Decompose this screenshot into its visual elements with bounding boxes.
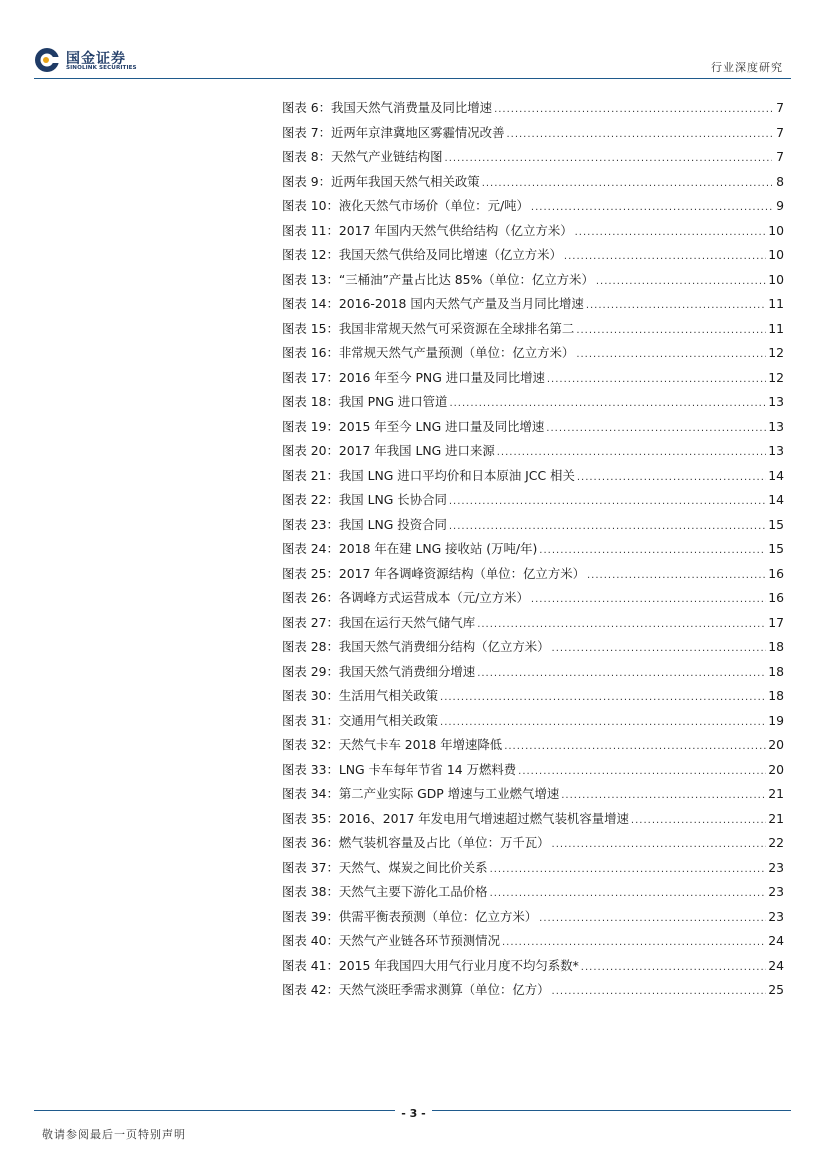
toc-entry-label: 图表 7：近两年京津冀地区雾霾情况改善 [282, 124, 505, 140]
toc-dot-leader [449, 490, 766, 515]
toc-entry[interactable] [282, 243, 784, 268]
toc-entry[interactable] [282, 390, 784, 415]
toc-entry[interactable] [282, 954, 784, 979]
toc-entry[interactable] [282, 758, 784, 783]
toc-entry[interactable] [282, 831, 784, 856]
toc-entry-page: 22 [768, 835, 784, 850]
toc-entry[interactable] [282, 880, 784, 905]
toc-dot-leader [497, 441, 766, 466]
toc-entry-label: 图表 24：2018 年在建 LNG 接收站 (万吨/年) [282, 541, 538, 556]
toc-dot-leader [586, 294, 766, 319]
toc-entry-page: 7 [776, 100, 784, 115]
toc-entry[interactable] [282, 341, 784, 366]
toc-entry-label: 图表 6：我国天然气消费量及同比增速 [282, 100, 493, 115]
toc-entry[interactable] [282, 268, 784, 293]
toc-entry-label: 图表 28：我国天然气消费细分结构（亿立方米） [282, 639, 550, 654]
toc-entry-label: 图表 31：交通用气相关政策 [282, 712, 439, 728]
page-number-text: - 3 - [395, 1107, 431, 1120]
toc-dot-leader [576, 343, 766, 368]
toc-entry-page: 10 [768, 247, 784, 262]
toc-dot-leader [445, 147, 772, 172]
toc-entry-page: 20 [768, 737, 784, 752]
toc-entry-label: 图表 37：天然气、煤炭之间比价关系 [282, 859, 488, 875]
toc-dot-leader [561, 784, 766, 809]
toc-entry-page: 13 [768, 443, 784, 458]
toc-dot-leader [449, 392, 766, 417]
toc-dot-leader [552, 637, 767, 662]
toc-entry-page: 11 [768, 320, 784, 336]
logo-en-text: SINOLINK SECURITIES [66, 65, 137, 71]
toc-dot-leader [494, 98, 772, 123]
toc-entry-label: 图表 23：我国 LNG 投资合同 [282, 516, 447, 532]
toc-dot-leader [482, 172, 772, 197]
toc-entry[interactable] [282, 562, 784, 587]
toc-entry-page: 13 [768, 418, 784, 434]
toc-dot-leader [440, 686, 766, 711]
toc-dot-leader [539, 907, 766, 932]
toc-entry-page: 24 [768, 957, 784, 973]
toc-entry-label: 图表 32：天然气卡车 2018 年增速降低 [282, 737, 503, 752]
toc-entry-label: 图表 29：我国天然气消费细分增速 [282, 663, 476, 679]
toc-dot-leader [596, 270, 766, 295]
report-type: 行业深度研究 [711, 61, 783, 74]
toc-dot-leader [576, 319, 766, 344]
toc-entry-page: 10 [768, 222, 784, 238]
toc-entry-page: 25 [768, 982, 784, 997]
toc-entry[interactable] [282, 660, 784, 685]
toc-entry[interactable] [282, 96, 784, 121]
toc-entry-label: 图表 18：我国 PNG 进口管道 [282, 394, 448, 409]
toc-dot-leader [449, 515, 766, 540]
toc-entry-label: 图表 14：2016-2018 国内天然气产量及当月同比增速 [282, 296, 584, 311]
toc-entry-label: 图表 19：2015 年至今 LNG 进口量及同比增速 [282, 418, 545, 434]
toc-entry-page: 14 [768, 467, 784, 483]
figure-table-of-contents [282, 96, 784, 1003]
disclaimer: 敬请参阅最后一页特别声明 [42, 1128, 186, 1141]
toc-entry[interactable] [282, 733, 784, 758]
toc-entry-label: 图表 41：2015 年我国四大用气行业月度不均匀系数* [282, 957, 579, 973]
toc-dot-leader [531, 196, 772, 221]
toc-dot-leader [575, 221, 767, 246]
toc-dot-leader [552, 833, 767, 858]
toc-entry[interactable] [282, 317, 784, 342]
toc-entry-page: 15 [768, 516, 784, 532]
toc-entry[interactable] [282, 856, 784, 881]
company-logo [34, 47, 154, 77]
page-number [0, 1107, 827, 1120]
toc-entry-label: 图表 35：2016、2017 年发电用气增速超过燃气装机容量增速 [282, 810, 629, 826]
toc-entry-page: 7 [776, 149, 784, 164]
toc-dot-leader [490, 858, 767, 883]
toc-dot-leader [546, 417, 766, 442]
toc-entry-label: 图表 26：各调峰方式运营成本（元/立方米） [282, 590, 529, 605]
toc-dot-leader [490, 882, 767, 907]
toc-entry[interactable] [282, 219, 784, 244]
toc-entry-label: 图表 40：天然气产业链各环节预测情况 [282, 933, 500, 948]
toc-dot-leader [477, 662, 766, 687]
toc-entry[interactable] [282, 488, 784, 513]
toc-dot-leader [506, 123, 772, 148]
toc-dot-leader [577, 466, 766, 491]
toc-entry-page: 15 [768, 541, 784, 556]
toc-dot-leader [518, 760, 766, 785]
toc-entry-page: 20 [768, 761, 784, 777]
toc-dot-leader [631, 809, 766, 834]
toc-entry-page: 24 [768, 933, 784, 948]
toc-dot-leader [547, 368, 766, 393]
toc-entry[interactable] [282, 537, 784, 562]
toc-entry-label: 图表 36：燃气装机容量及占比（单位：万千瓦） [282, 835, 550, 850]
toc-entry-label: 图表 12：我国天然气供给及同比增速（亿立方米） [282, 247, 562, 262]
toc-entry-page: 18 [768, 663, 784, 679]
toc-entry-label: 图表 21：我国 LNG 进口平均价和日本原油 JCC 相关 [282, 467, 575, 483]
toc-entry-page: 12 [768, 345, 784, 360]
toc-entry[interactable] [282, 366, 784, 391]
toc-entry-page: 23 [768, 908, 784, 924]
toc-entry[interactable] [282, 464, 784, 489]
toc-entry-label: 图表 13：“三桶油”产量占比达 85%（单位：亿立方米） [282, 271, 594, 287]
toc-dot-leader [587, 564, 766, 589]
toc-entry[interactable] [282, 782, 784, 807]
toc-entry-label: 图表 33：LNG 卡车每年节省 14 万燃料费 [282, 761, 517, 777]
toc-entry-page: 9 [776, 198, 784, 213]
toc-dot-leader [531, 588, 766, 613]
toc-entry[interactable] [282, 194, 784, 219]
toc-entry-page: 23 [768, 859, 784, 875]
toc-entry-page: 18 [768, 688, 784, 703]
toc-entry-label: 图表 8：天然气产业链结构图 [282, 149, 443, 164]
toc-entry-label: 图表 27：我国在运行天然气储气库 [282, 614, 476, 630]
toc-entry-page: 16 [768, 565, 784, 581]
toc-entry-label: 图表 15：我国非常规天然气可采资源在全球排名第二 [282, 320, 575, 336]
toc-entry-label: 图表 34：第二产业实际 GDP 增速与工业燃气增速 [282, 786, 560, 801]
toc-entry-page: 17 [768, 614, 784, 630]
toc-entry[interactable] [282, 978, 784, 1003]
toc-entry-page: 8 [776, 173, 784, 189]
toc-entry-page: 10 [768, 271, 784, 287]
toc-entry[interactable] [282, 635, 784, 660]
toc-entry-page: 16 [768, 590, 784, 605]
toc-entry-page: 7 [776, 124, 784, 140]
toc-entry-page: 21 [768, 786, 784, 801]
toc-entry[interactable] [282, 709, 784, 734]
toc-entry-page: 12 [768, 369, 784, 385]
toc-entry[interactable] [282, 513, 784, 538]
toc-entry-label: 图表 9：近两年我国天然气相关政策 [282, 173, 480, 189]
toc-entry-label: 图表 42：天然气淡旺季需求测算（单位：亿方） [282, 982, 550, 997]
toc-entry-label: 图表 39：供需平衡表预测（单位：亿立方米） [282, 908, 538, 924]
logo-cn-text: 国金证券 [66, 51, 126, 67]
toc-entry[interactable] [282, 145, 784, 170]
toc-entry[interactable] [282, 684, 784, 709]
toc-entry-label: 图表 25：2017 年各调峰资源结构（单位：亿立方米） [282, 565, 585, 581]
toc-entry-page: 13 [768, 394, 784, 409]
toc-entry-label: 图表 30：生活用气相关政策 [282, 688, 439, 703]
toc-entry-label: 图表 10：液化天然气市场价（单位：元/吨） [282, 198, 529, 213]
toc-entry[interactable] [282, 586, 784, 611]
toc-dot-leader [504, 735, 766, 760]
toc-dot-leader [477, 613, 766, 638]
toc-dot-leader [564, 245, 766, 270]
toc-entry-page: 21 [768, 810, 784, 826]
toc-entry[interactable] [282, 905, 784, 930]
toc-entry[interactable] [282, 611, 784, 636]
toc-entry-label: 图表 22：我国 LNG 长协合同 [282, 492, 447, 507]
toc-entry-label: 图表 38：天然气主要下游化工品价格 [282, 884, 488, 899]
header-divider [34, 78, 791, 79]
toc-entry[interactable] [282, 121, 784, 146]
toc-entry[interactable] [282, 292, 784, 317]
toc-entry[interactable] [282, 807, 784, 832]
page-header [0, 0, 827, 80]
toc-dot-leader [552, 980, 767, 1005]
toc-entry-page: 18 [768, 639, 784, 654]
toc-entry[interactable] [282, 929, 784, 954]
toc-dot-leader [581, 956, 766, 981]
toc-entry-page: 19 [768, 712, 784, 728]
toc-entry[interactable] [282, 415, 784, 440]
toc-dot-leader [502, 931, 766, 956]
toc-entry-label: 图表 11：2017 年国内天然气供给结构（亿立方米） [282, 222, 573, 238]
toc-entry-page: 14 [768, 492, 784, 507]
toc-entry-page: 23 [768, 884, 784, 899]
toc-entry-label: 图表 16：非常规天然气产量预测（单位：亿立方米） [282, 345, 575, 360]
toc-entry[interactable] [282, 439, 784, 464]
toc-dot-leader [440, 711, 766, 736]
toc-entry-label: 图表 17：2016 年至今 PNG 进口量及同比增速 [282, 369, 545, 385]
toc-entry-page: 11 [768, 296, 784, 311]
toc-dot-leader [539, 539, 766, 564]
sinolink-logo-icon [34, 47, 60, 73]
toc-entry[interactable] [282, 170, 784, 195]
toc-entry-label: 图表 20：2017 年我国 LNG 进口来源 [282, 443, 495, 458]
